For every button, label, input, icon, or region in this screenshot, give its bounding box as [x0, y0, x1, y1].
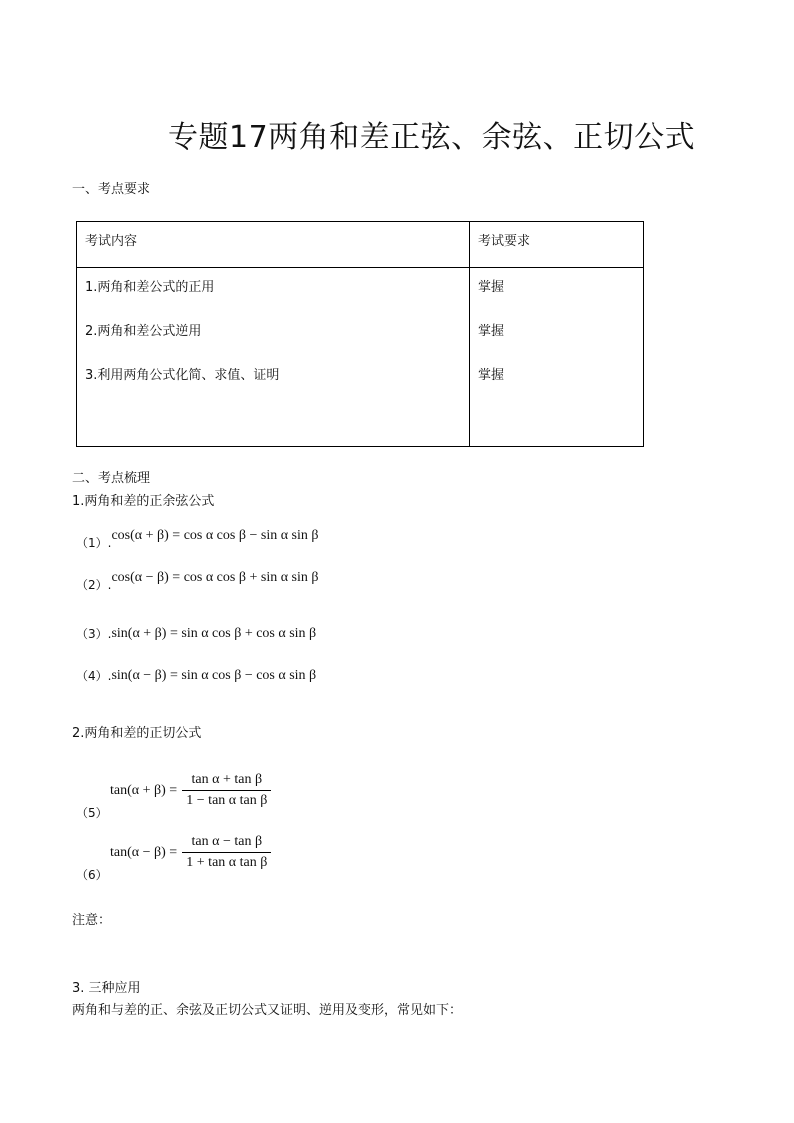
table-header-requirement: 考试要求	[470, 222, 644, 268]
note-label: 注意：	[72, 913, 112, 928]
requirement-item: 掌握	[478, 368, 505, 383]
formula-label: （3）.	[76, 627, 112, 641]
denominator: 1 + tan α tan β	[186, 855, 268, 870]
formula-expression: cos(α + β) = cos α cos β − sin α sin β	[111, 527, 319, 543]
formula-2	[76, 562, 319, 593]
section-heading-review: 二、考点梳理	[72, 471, 151, 486]
requirement-item: 掌握	[478, 324, 505, 339]
requirement-item: 掌握	[478, 280, 505, 295]
numerator: tan α + tan β	[182, 770, 271, 791]
page-title: 专题17两角和差正弦、余弦、正切公式	[168, 120, 696, 155]
subheading-sin-cos: 1.两角和差的正余弦公式	[72, 494, 215, 509]
applications-intro: 两角和与差的正、余弦及正切公式又证明、逆用及变形，常见如下：	[72, 1003, 463, 1018]
requirements-table	[76, 221, 644, 447]
formula-1	[76, 520, 319, 551]
table-row	[77, 268, 644, 447]
section-heading-requirements: 一、考点要求	[72, 182, 151, 197]
formula-lhs: tan(α − β) =	[110, 844, 178, 860]
table-header-row	[77, 222, 644, 268]
formula-expression: cos(α − β) = cos α cos β + sin α sin β	[111, 569, 319, 585]
formula-label: （4）.	[76, 669, 112, 683]
content-item: 2.两角和差公式逆用	[85, 324, 202, 339]
formula-expression: sin(α + β) = sin α cos β + cos α sin β	[111, 625, 317, 641]
formula-3	[76, 625, 316, 642]
formula-label: （2）.	[76, 578, 112, 592]
table-header-content: 考试内容	[77, 222, 470, 268]
content-item: 3.利用两角公式化简、求值、证明	[85, 368, 280, 383]
formula-lhs: tan(α + β) =	[110, 782, 178, 798]
formula-label: （5）	[76, 806, 108, 820]
subheading-tangent: 2.两角和差的正切公式	[72, 726, 202, 741]
fraction	[182, 832, 271, 873]
table-cell-content	[77, 268, 470, 447]
formula-expression: sin(α − β) = sin α cos β − cos α sin β	[111, 667, 317, 683]
subheading-applications: 3. 三种应用	[72, 981, 141, 996]
numerator: tan α − tan β	[182, 832, 271, 853]
denominator: 1 − tan α tan β	[186, 793, 268, 808]
fraction	[182, 770, 271, 811]
content-item: 1.两角和差公式的正用	[85, 280, 215, 295]
formula-label: （6）	[76, 868, 108, 882]
formula-5	[110, 770, 271, 811]
formula-6	[110, 832, 271, 873]
table-cell-requirement	[470, 268, 644, 447]
formula-label: （1）.	[76, 536, 112, 550]
formula-4	[76, 667, 316, 684]
